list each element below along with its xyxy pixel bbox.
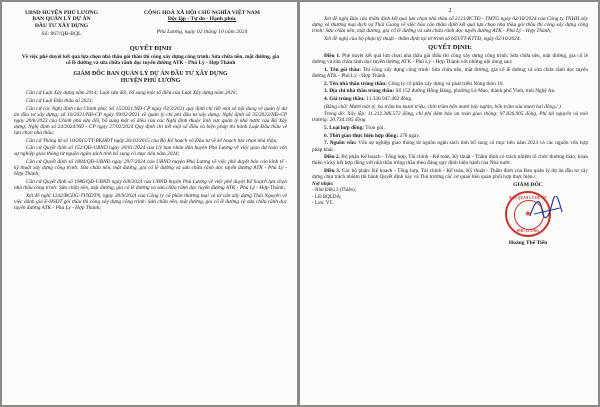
item-text: Công ty cổ phần xây dựng và phát triển Nông thôn 10. bbox=[388, 80, 504, 87]
article-2-label: Điều 2. bbox=[324, 154, 340, 161]
item-label: 3. Địa chỉ nhà thầu trúng thầu: bbox=[324, 88, 395, 95]
national-heading bbox=[117, 10, 287, 38]
basis-paragraph: Xét đề nghị Báo cáo thẩm định kết quả lựa chọn nhà thầu số 2121/BCTĐ - TMTG ngày 02/10/2024 của Công ty TNHH xây dựng và thương mại dịch vụ Thái Giang về việc báo cáo thẩm định kết quả lựa chọn nhà thầu gói thầu thi công xây dựng công trình: Sửa chữa nền, mặt đường, gia cố lề đường và sửa chữa rãnh dọc tuyến đường ATK - Phú Lý - Hợp Thành; bbox=[312, 16, 588, 35]
price-in-words: (Bằng chữ: Mười một tỷ, ba trăm ba mươi triệu, chín trăm bốn mươi bảy nghìn, bốn trăm sáu mươi hai đồng./.) bbox=[324, 103, 561, 110]
page-number: 2 bbox=[448, 8, 452, 14]
item-label: 5. Loại hợp đồng: bbox=[324, 125, 365, 132]
signer-role: GIÁM ĐỐC bbox=[513, 182, 543, 189]
item-6 bbox=[312, 133, 588, 139]
recipients bbox=[312, 182, 402, 246]
place-date: Phú Lương, ngày 02 tháng 10 năm 2024 bbox=[156, 28, 248, 35]
item-text: 270 ngày. bbox=[399, 132, 421, 139]
price-breakdown: Trong đó: Xây lắp: 11.212.386.572 đồng, chi phí đảm bảo an toàn giao thông: 97.826.905 đồng, Phí tái nguyên và môi trường: 20.734.185 đồng. bbox=[312, 111, 588, 124]
item-text: Thi công xây dựng công trình: Sửa chữa nền, mặt đường, gia cố lề đường và sửa chữa rãnh dọc tuyến đường ATK - Phú Lý - Hợp Thành. bbox=[312, 66, 588, 79]
basis-paragraph: Xét đề nghị của bộ phận kỹ thuật - thẩm định tại tờ trình số 603/TT-KTTĐ, ngày 02/10/2024. bbox=[324, 35, 521, 42]
org-line-1: UBND HUYỆN PHÚ LƯƠNG bbox=[25, 10, 98, 16]
nation-name: CỘNG HOÀ XÃ HỘI CHỦ NGHĨA VIỆT NAM bbox=[143, 10, 261, 16]
basis-paragraph: Căn cứ Quyết định số 1804/QĐ-UBND ngày 29/7/2024 của UBND huyện Phú Lương về việc phê duyệt báo cáo kinh tế - kỹ thuật xây dựng công trình: Sửa chữa nền, mặt đường, gia cố lề đường và sửa chữa rãnh dọc tuyến đường ATK - Phú Lý - Hợp Thành; bbox=[14, 159, 287, 178]
basis-paragraph: Xét đề nghị 1242/BCĐG-TVXDTN, ngày 30/9/2024 của Công ty cổ phần thương mại và tư vấn xây dựng Thái Nguyên về việc đánh giá E-HSDT gói thầu thi công xây dựng công trình: Sửa chữa nền, mặt đường, gia cố lề đường và sửa chữa rãnh dọc tuyến đường ATK - Phú Lý - Hợp Thành; bbox=[14, 192, 287, 211]
item-label: 7. Nguồn vốn: bbox=[324, 140, 357, 147]
doc-number: Số: 867/QĐ-BQL bbox=[41, 31, 82, 38]
signer-name: Hoàng Thế Tiến bbox=[508, 240, 548, 247]
basis-paragraph: Căn cứ các Nghị định của Chính phủ: Số 15/2021/NĐ-CP ngày 03/3/2021 quy định chi tiết một số nội dung về quản lý dự án đầu tư xây dựng; số 10/2021/NĐ-CP ngày 09/02/2021 về quản lý chi phí đầu tư xây dựng; Nghị định số 35/2023/NĐ-CP ngày 20/6/2023 của Chính phủ sửa đổi, bổ sung một số điều của các Nghị định thuộc lĩnh vực quản lý nhà nước của Bộ Xây dựng; Nghị định số 24/2024/NĐ - CP ngày 27/02/2024 Quy định chi tiết một số điều và biện pháp thi hành Luật Đấu thầu về lựa chọn nhà thầu; bbox=[14, 105, 287, 136]
issuing-org bbox=[14, 10, 109, 38]
item-3 bbox=[312, 88, 588, 94]
recipient-line: - Như Điều 3 (Thiện); bbox=[312, 188, 357, 194]
stamp-top-text: BAN QUẢN LÝ DỰ ÁN bbox=[509, 196, 547, 201]
legal-basis bbox=[14, 90, 287, 211]
authority-line-1: GIÁM ĐỐC BAN QUẢN LÝ DỰ ÁN ĐẦU TƯ XÂY DỰNG bbox=[73, 71, 228, 78]
item-label: 4. Giá trúng thầu: bbox=[324, 95, 365, 102]
article-1-text: Phê duyệt kết quả lựa chọn nhà thầu gói thầu thi công xây dựng công trình: Sửa chữa nền, mặt đường, gia cố lề đường và sửa chữa rãnh dọc tuyến đường ATK - Phú Lý - Hợp Thành với những nội dung sau: bbox=[312, 52, 588, 66]
item-text: Trọn gói. bbox=[365, 125, 385, 132]
basis-paragraph: Căn cứ Luật Đấu thầu số 2023; bbox=[26, 97, 94, 104]
recipient-line: - Lưu: VT. bbox=[312, 200, 334, 206]
article-2 bbox=[312, 154, 588, 166]
basis-paragraph: Căn cứ Thông tư số 10/2015/TT-BKHĐT ngày 26/10/2015 của Bộ Kế hoạch và Đầu tư về kế hoạch lựa chọn nhà thầu; bbox=[26, 137, 278, 144]
basis-paragraph: Căn cứ Quyết định số 1986/QĐ-UBND ngày 6/8/2024 của UBND huyện Phú Lương về việc phê duyệt Kế hoạch lựa chọn nhà thầu công trình: Sửa chữa nền, mặt đường, gia cố lề đường và sửa chữa rãnh dọc tuyến đường ATK - Phú Lý - Hợp Thành; bbox=[14, 179, 287, 192]
basis-paragraph: Căn cứ Luật Xây dựng năm 2014; Luật sửa đổi, bổ sung một số điều của Luật Xây dựng năm 2020; bbox=[26, 90, 238, 97]
item-4 bbox=[312, 96, 588, 102]
issuing-authority bbox=[14, 71, 287, 85]
authority-line-2: HUYỆN PHÚ LƯƠNG bbox=[120, 78, 181, 85]
stamp-bottom-text: PHÚ LƯƠNG bbox=[517, 229, 539, 234]
org-line-2: BAN QUẢN LÝ DỰ ÁN bbox=[32, 16, 91, 23]
signer bbox=[468, 182, 588, 246]
national-motto: Độc lập - Tự do - Hạnh phúc bbox=[167, 16, 237, 23]
stamp-star-icon: ★ bbox=[524, 209, 532, 219]
item-text: Vốn sự nghiệp giao thông từ nguồn ngân sách tỉnh bổ sung có mục tiêu năm 2024 và các nguồn vốn hợp pháp khác. bbox=[312, 140, 588, 153]
decides-heading: QUYẾT ĐỊNH: bbox=[428, 43, 472, 51]
article-1-label: Điều 1. bbox=[324, 52, 341, 59]
page-1 bbox=[2, 2, 297, 405]
decision-title: QUYẾT ĐỊNH bbox=[129, 44, 172, 52]
article-1 bbox=[312, 53, 588, 65]
decision-abstract: Về việc phê duyệt kết quả lựa chọn nhà thầu gói thầu thi công xây dựng công trình: Sửa chữa nền, mặt đường, gia cố lề đường và sửa chữa rãnh dọc tuyến đường ATK - Phú Lý - Hợp Thành bbox=[21, 53, 280, 66]
document-header bbox=[14, 10, 287, 38]
article-3-text: Các bộ phận: Kế hoạch - Tổng hợp, Tài chính - Kế toán, Kỹ thuật - Thẩm định của Ban quản lý dự án đầu tư xây dựng chịu trách nhiệm thi hành Quyết định này và Thủ trưởng các cơ quan liên quan phối hợp thực hiện./. bbox=[312, 168, 588, 181]
item-2 bbox=[312, 81, 588, 87]
org-line-3: ĐẦU TƯ XÂY DỰNG bbox=[34, 22, 89, 29]
signature-block bbox=[312, 182, 588, 246]
page-2 bbox=[300, 2, 598, 405]
basis-paragraph: Căn cứ Quyết định số 152/QĐ-UBND ngày 30/01/2024 của Uỷ ban nhân dân huyện Phú Lương về việc giao dự toán vốn sự nghiệp giao thông từ nguồn ngân sách tỉnh bổ sung có mục tiêu năm 2024; bbox=[14, 145, 287, 158]
recipient-line: - LĐ BQLDA; bbox=[312, 194, 342, 200]
item-1 bbox=[312, 67, 588, 79]
article-3-label: Điều 3. bbox=[324, 168, 341, 174]
article-2-text: Bộ phận Kế hoạch - Tổng hợp, Tài chính - Kế toán, Kỹ thuật - Thẩm định có trách nhiệm tổ chức thương thảo, hoàn thiện và ký kết hợp đồng với nhà thầu trúng thầu theo đúng quy định hiện hành của Nhà nước. bbox=[312, 154, 588, 167]
item-label: 6. Thời gian thực hiện hợp đồng: bbox=[324, 132, 399, 139]
item-5 bbox=[312, 125, 588, 131]
item-7 bbox=[312, 140, 588, 152]
item-label: 1. Tên gói thầu: bbox=[324, 66, 362, 73]
item-label: 2. Tên nhà thầu trúng thầu: bbox=[324, 80, 387, 87]
handwritten-signature-icon bbox=[526, 196, 566, 222]
item-text: Số 152 đường Hồng Bàng, phường Lê Mao, thành phố Vinh, tỉnh Nghệ An. bbox=[395, 88, 556, 95]
item-text: 11.330.947.462 đồng. bbox=[366, 95, 413, 102]
recipients-label: Nơi nhận: bbox=[312, 182, 334, 188]
article-3 bbox=[312, 168, 588, 180]
